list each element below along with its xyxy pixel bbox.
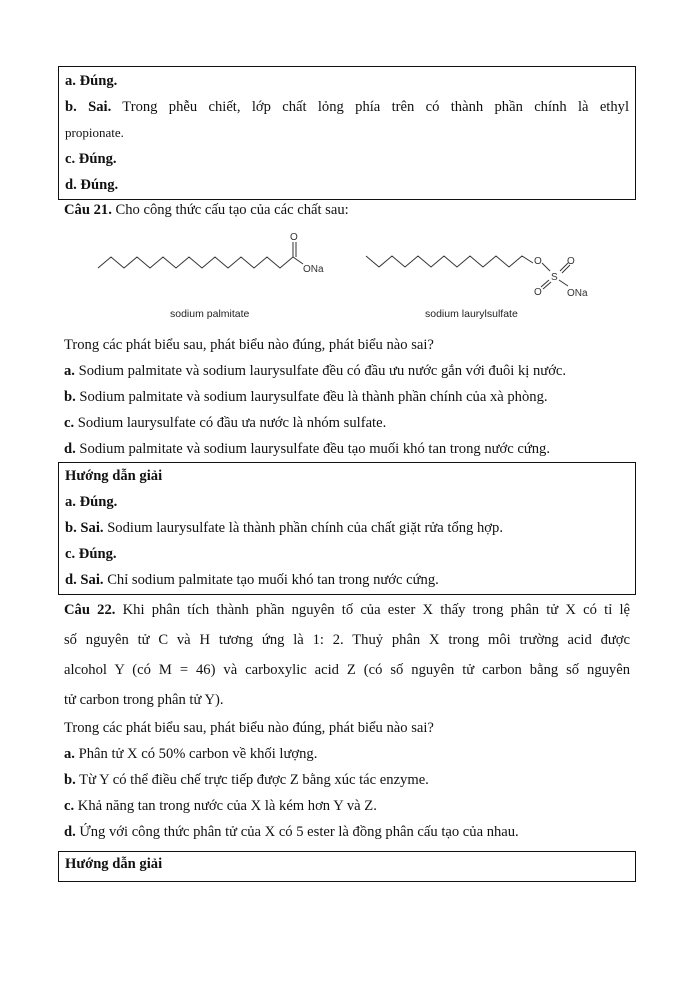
atom-o-label: O [290, 232, 298, 243]
q21-solution-d: d. Sai. Chỉ sodium palmitate tạo muối khó tan trong nước cứng. [65, 572, 439, 588]
question-22-line-4: tử carbon trong phân tử Y). [64, 692, 224, 708]
solution-title: Hướng dẫn giải [65, 468, 163, 484]
q21-statement-d: d. Sodium palmitate và sodium laurysulfate đều tạo muối khó tan trong nước cứng. [64, 441, 550, 457]
svg-text:O: O [534, 256, 542, 267]
q22-solution-box [58, 851, 636, 882]
previous-solution-box [58, 66, 636, 200]
solution-item-b-cont: propionate. [65, 125, 124, 140]
structure-diagrams [58, 220, 636, 320]
solution-item-d: d. Đúng. [65, 177, 119, 193]
solution-item-a: a. Đúng. [65, 73, 118, 89]
q22-statement-b: b. Từ Y có thể điều chế trực tiếp được Z bằng xúc tác enzyme. [64, 772, 429, 788]
q21-statement-a: a. Sodium palmitate và sodium laurysulfate đều có đầu ưu nước gắn với đuôi kị nước. [64, 363, 567, 379]
q22-statement-d: d. Ứng với công thức phân tử của X có 5 ester là đồng phân cấu tạo của nhau. [64, 824, 519, 840]
question-22-line-1: Câu 22. Khi phân tích thành phần nguyên tố của ester X thấy trong phân tử X có tỉ lệ [64, 602, 630, 618]
q22-statement-c: c. Khả năng tan trong nước của X là kém hơn Y và Z. [64, 798, 377, 814]
solution-item-c: c. Đúng. [65, 151, 117, 167]
question-21-heading: Câu 21. Cho công thức cấu tạo của các chất sau: [64, 202, 349, 218]
q21-solution-c: c. Đúng. [65, 546, 117, 562]
structure-name-palmitate: sodium palmitate [170, 308, 250, 320]
question-22-line-3: alcohol Y (có M = 46) và carboxylic acid Z (có số nguyên tử carbon bằng số nguyên [64, 662, 630, 678]
document-page [58, 66, 636, 882]
svg-text:ONa: ONa [567, 288, 588, 299]
question-21-instruction: Trong các phát biểu sau, phát biểu nào đúng, phát biểu nào sai? [64, 337, 434, 353]
q21-statement-b: b. Sodium palmitate và sodium laurysulfate đều là thành phần chính của xà phòng. [64, 389, 548, 405]
chemical-structures [58, 220, 636, 320]
q21-solution-b: b. Sai. Sodium laurysulfate là thành phần chính của chất giặt rửa tổng hợp. [65, 520, 503, 536]
q22-statement-a: a. Phân tử X có 50% carbon về khối lượng. [64, 746, 318, 762]
q21-statement-c: c. Sodium laurysulfate có đầu ưa nước là nhóm sulfate. [64, 415, 387, 431]
svg-text:O: O [534, 287, 542, 298]
solution-item-b: b. Sai. Trong phễu chiết, lớp chất lỏng phía trên có thành phần chính là ethyl [65, 99, 629, 115]
atom-ona-label: ONa [303, 264, 324, 275]
question-22-instruction: Trong các phát biểu sau, phát biểu nào đúng, phát biểu nào sai? [64, 720, 434, 736]
svg-text:O: O [567, 256, 575, 267]
structure-name-laurylsulfate: sodium laurylsulfate [425, 308, 518, 320]
solution-title: Hướng dẫn giải [65, 856, 163, 872]
question-22-line-2: số nguyên tử C và H tương ứng là 1: 2. Thuỷ phân X trong môi trường acid được [64, 632, 630, 648]
svg-text:S: S [551, 272, 558, 283]
q21-solution-box [58, 462, 636, 595]
q21-solution-a: a. Đúng. [65, 494, 118, 510]
